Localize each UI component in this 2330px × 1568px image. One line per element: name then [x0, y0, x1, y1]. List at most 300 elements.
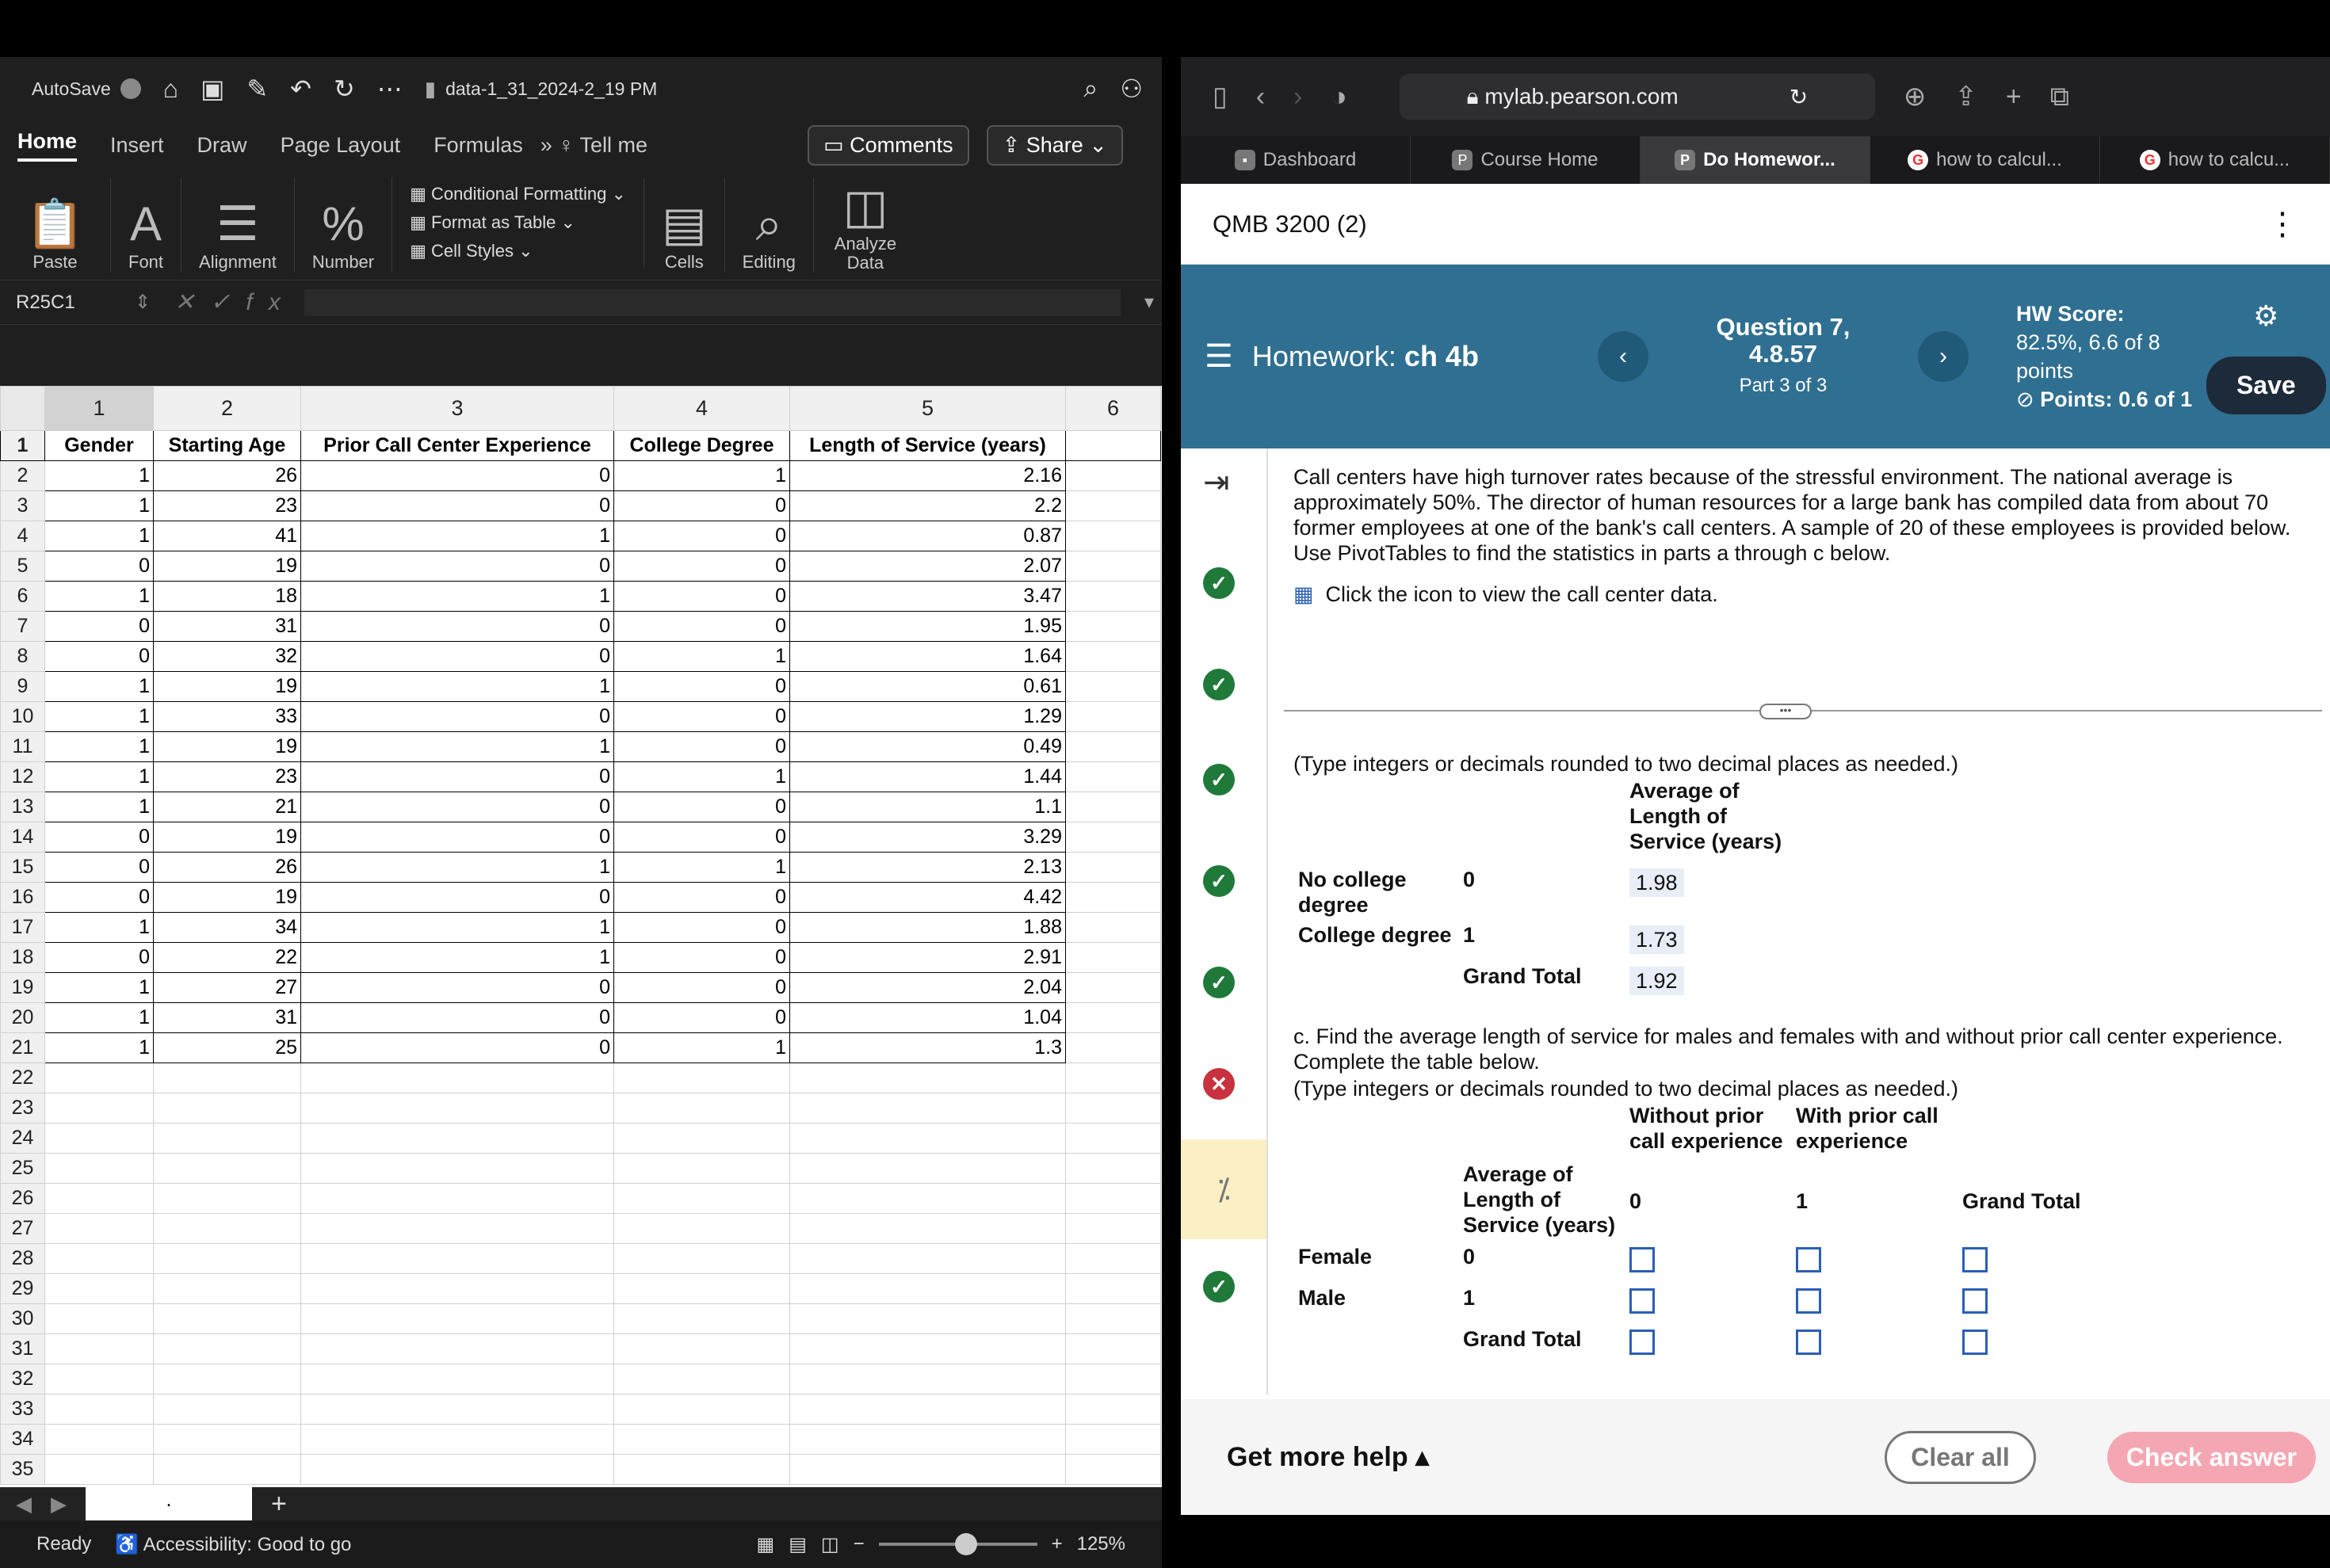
- cell[interactable]: [45, 1063, 154, 1093]
- analyze-data-group[interactable]: [814, 177, 917, 273]
- redo-icon[interactable]: ↻: [333, 74, 355, 103]
- cell[interactable]: [1066, 913, 1161, 943]
- row-header[interactable]: 15: [1, 853, 45, 883]
- cell[interactable]: [614, 1394, 790, 1425]
- column-header[interactable]: 1: [45, 387, 154, 431]
- cell[interactable]: Prior Call Center Experience: [301, 431, 614, 461]
- cell[interactable]: [1066, 491, 1161, 521]
- cell[interactable]: 1.3: [790, 1033, 1066, 1063]
- get-more-help-button[interactable]: Get more help ▴: [1227, 1442, 1430, 1472]
- cell[interactable]: 18: [154, 582, 301, 612]
- row-header[interactable]: 29: [1, 1274, 45, 1304]
- cell[interactable]: 2.07: [790, 551, 1066, 582]
- cell[interactable]: [790, 1274, 1066, 1304]
- cell[interactable]: [1066, 431, 1161, 461]
- answer-input-female-without[interactable]: [1629, 1247, 1655, 1272]
- paste-group[interactable]: [0, 177, 111, 273]
- cell[interactable]: [45, 1214, 154, 1244]
- cell[interactable]: [45, 1425, 154, 1455]
- cell[interactable]: [1066, 1184, 1161, 1214]
- name-box-stepper-icon[interactable]: ⇕: [135, 292, 151, 313]
- cell[interactable]: 0: [301, 792, 614, 822]
- cell[interactable]: [154, 1214, 301, 1244]
- cell[interactable]: 0: [45, 612, 154, 642]
- cell[interactable]: 0: [45, 883, 154, 913]
- cell[interactable]: 0: [614, 491, 790, 521]
- filename[interactable]: data-1_31_2024-2_19 PM: [445, 78, 658, 99]
- row-header[interactable]: 30: [1, 1304, 45, 1334]
- cell[interactable]: 0: [614, 732, 790, 762]
- conditional-formatting-button[interactable]: ▦ Conditional Formatting ⌄: [410, 184, 626, 204]
- answer-input-male-with[interactable]: [1796, 1288, 1821, 1314]
- answer-input-total-total[interactable]: [1962, 1330, 1988, 1355]
- row-header[interactable]: 22: [1, 1063, 45, 1093]
- cell[interactable]: 1: [301, 582, 614, 612]
- cell[interactable]: [1066, 672, 1161, 702]
- cell[interactable]: [301, 1214, 614, 1244]
- share-button[interactable]: [987, 125, 1123, 166]
- cell[interactable]: 0: [301, 642, 614, 672]
- cell[interactable]: 1.44: [790, 762, 1066, 792]
- browser-tab-course-home[interactable]: [1411, 136, 1641, 184]
- cell[interactable]: [614, 1364, 790, 1394]
- share-page-icon[interactable]: ⇪: [1954, 82, 1977, 112]
- tab-insert[interactable]: Insert: [110, 132, 164, 157]
- spreadsheet-grid[interactable]: [0, 386, 1162, 1487]
- cell[interactable]: [790, 1364, 1066, 1394]
- row-header[interactable]: 28: [1, 1244, 45, 1274]
- collapse-arrow-icon[interactable]: ⇥: [1203, 465, 1230, 500]
- cell[interactable]: 1: [614, 762, 790, 792]
- cell[interactable]: 0: [45, 853, 154, 883]
- row-header[interactable]: 6: [1, 582, 45, 612]
- cell[interactable]: [1066, 461, 1161, 491]
- row-header[interactable]: 31: [1, 1334, 45, 1364]
- zoom-out-icon[interactable]: −: [853, 1533, 865, 1555]
- cell[interactable]: [154, 1425, 301, 1455]
- accessibility-status[interactable]: [115, 1533, 351, 1556]
- row-header[interactable]: 19: [1, 973, 45, 1003]
- tab-draw[interactable]: Draw: [197, 132, 247, 157]
- cell[interactable]: [301, 1093, 614, 1124]
- cell[interactable]: [1066, 702, 1161, 732]
- cell[interactable]: [1066, 792, 1161, 822]
- cell[interactable]: [154, 1304, 301, 1334]
- row-header[interactable]: 11: [1, 732, 45, 762]
- cell[interactable]: [790, 1214, 1066, 1244]
- cell[interactable]: 22: [154, 943, 301, 973]
- cell[interactable]: [301, 1063, 614, 1093]
- answer-input-total-with[interactable]: [1796, 1330, 1821, 1355]
- sheet-nav-right-icon[interactable]: ▶: [51, 1491, 67, 1516]
- check-answer-button[interactable]: Check answer: [2107, 1432, 2316, 1483]
- normal-view-icon[interactable]: ▦: [756, 1533, 775, 1555]
- add-sheet-icon[interactable]: +: [271, 1488, 287, 1519]
- save-button[interactable]: Save: [2206, 357, 2326, 414]
- answer-input-male-without[interactable]: [1629, 1288, 1655, 1314]
- download-icon[interactable]: ⊕: [1903, 82, 1927, 112]
- cell[interactable]: [614, 1124, 790, 1154]
- cell[interactable]: 1: [614, 1033, 790, 1063]
- zoom-slider[interactable]: [879, 1543, 1037, 1546]
- prev-question-button[interactable]: ‹: [1598, 331, 1648, 382]
- cell[interactable]: Gender: [45, 431, 154, 461]
- cell[interactable]: 0: [614, 612, 790, 642]
- cell[interactable]: [790, 1455, 1066, 1485]
- cell[interactable]: 0.87: [790, 521, 1066, 551]
- cell[interactable]: [1066, 1364, 1161, 1394]
- forward-icon[interactable]: ›: [1293, 81, 1303, 112]
- row-header[interactable]: 14: [1, 822, 45, 853]
- cell[interactable]: 0: [614, 702, 790, 732]
- cell[interactable]: [1066, 1274, 1161, 1304]
- save-icon[interactable]: ▣: [201, 74, 225, 103]
- cell[interactable]: 31: [154, 1003, 301, 1033]
- cell[interactable]: 1: [45, 1003, 154, 1033]
- row-header[interactable]: 12: [1, 762, 45, 792]
- row-header[interactable]: 33: [1, 1394, 45, 1425]
- cell[interactable]: [1066, 1093, 1161, 1124]
- cell[interactable]: [1066, 822, 1161, 853]
- home-icon[interactable]: ⌂: [162, 74, 179, 103]
- cell[interactable]: [1066, 642, 1161, 672]
- browser-tab-google-2[interactable]: [2100, 136, 2330, 184]
- cell[interactable]: [614, 1425, 790, 1455]
- formula-input[interactable]: [304, 289, 1121, 316]
- cell[interactable]: 1: [301, 521, 614, 551]
- cell[interactable]: [614, 1093, 790, 1124]
- cell[interactable]: [790, 1425, 1066, 1455]
- cell[interactable]: 19: [154, 822, 301, 853]
- sheet-nav-left-icon[interactable]: ◀: [16, 1491, 32, 1516]
- cell[interactable]: 0: [45, 822, 154, 853]
- hamburger-icon[interactable]: ☰: [1205, 339, 1233, 374]
- page-layout-view-icon[interactable]: ▤: [789, 1533, 807, 1555]
- cell[interactable]: [614, 1304, 790, 1334]
- font-group[interactable]: [111, 177, 181, 273]
- undo-icon[interactable]: ↶: [290, 74, 311, 103]
- row-header[interactable]: 2: [1, 461, 45, 491]
- row-header[interactable]: 4: [1, 521, 45, 551]
- cell[interactable]: [154, 1364, 301, 1394]
- cell[interactable]: 19: [154, 551, 301, 582]
- cell[interactable]: [1066, 1334, 1161, 1364]
- cell[interactable]: 1: [45, 792, 154, 822]
- save-as-icon[interactable]: ✎: [246, 74, 269, 103]
- cell[interactable]: 1.29: [790, 702, 1066, 732]
- cell[interactable]: [154, 1244, 301, 1274]
- cell[interactable]: [790, 1124, 1066, 1154]
- tab-overview-icon[interactable]: ⧉: [2049, 81, 2070, 112]
- tab-page-layout[interactable]: Page Layout: [280, 132, 401, 157]
- cell[interactable]: Length of Service (years): [790, 431, 1066, 461]
- cell[interactable]: 4.42: [790, 883, 1066, 913]
- sheet-tab[interactable]: .: [86, 1487, 252, 1520]
- cell[interactable]: [1066, 1425, 1161, 1455]
- expand-formula-icon[interactable]: ▾: [1144, 292, 1154, 313]
- cell[interactable]: [1066, 1394, 1161, 1425]
- row-header[interactable]: 21: [1, 1033, 45, 1063]
- cell[interactable]: 0: [614, 551, 790, 582]
- cell[interactable]: 0: [614, 521, 790, 551]
- cell[interactable]: [301, 1124, 614, 1154]
- new-tab-icon[interactable]: +: [2005, 81, 2022, 112]
- cell[interactable]: 0: [614, 822, 790, 853]
- next-question-button[interactable]: ›: [1918, 331, 1969, 382]
- cell[interactable]: [790, 1394, 1066, 1425]
- cell[interactable]: [45, 1334, 154, 1364]
- cell[interactable]: [1066, 853, 1161, 883]
- cell[interactable]: 0: [301, 461, 614, 491]
- cell[interactable]: 1: [45, 732, 154, 762]
- cell[interactable]: [45, 1184, 154, 1214]
- row-header[interactable]: 25: [1, 1154, 45, 1184]
- cell[interactable]: 1: [301, 913, 614, 943]
- cell[interactable]: [790, 1334, 1066, 1364]
- cell[interactable]: Starting Age: [154, 431, 301, 461]
- cell[interactable]: [614, 1184, 790, 1214]
- cell-styles-button[interactable]: ▦ Cell Styles ⌄: [410, 241, 533, 261]
- cell[interactable]: [1066, 1154, 1161, 1184]
- cell[interactable]: 0: [301, 491, 614, 521]
- autosave-toggle[interactable]: [120, 78, 141, 99]
- cell[interactable]: [154, 1093, 301, 1124]
- number-group[interactable]: [295, 177, 392, 273]
- row-header[interactable]: 5: [1, 551, 45, 582]
- cell[interactable]: 2.16: [790, 461, 1066, 491]
- cell[interactable]: 0: [45, 642, 154, 672]
- cell[interactable]: [154, 1455, 301, 1485]
- cell[interactable]: [154, 1184, 301, 1214]
- row-header[interactable]: 8: [1, 642, 45, 672]
- column-header[interactable]: 4: [614, 387, 790, 431]
- cell[interactable]: 0: [614, 883, 790, 913]
- cell[interactable]: 1: [45, 582, 154, 612]
- cell[interactable]: [301, 1364, 614, 1394]
- cell[interactable]: [1066, 1063, 1161, 1093]
- cell[interactable]: 1: [614, 853, 790, 883]
- cell[interactable]: 1: [614, 461, 790, 491]
- cell[interactable]: 1: [301, 943, 614, 973]
- editing-group[interactable]: [725, 177, 814, 273]
- cell[interactable]: 19: [154, 672, 301, 702]
- cell[interactable]: [1066, 1124, 1161, 1154]
- cell[interactable]: 1: [301, 853, 614, 883]
- cell[interactable]: 1: [45, 672, 154, 702]
- back-icon[interactable]: ‹: [1255, 81, 1266, 112]
- cell[interactable]: 1: [614, 642, 790, 672]
- reload-icon[interactable]: ↻: [1789, 84, 1809, 109]
- row-header[interactable]: 3: [1, 491, 45, 521]
- cell[interactable]: 0: [301, 762, 614, 792]
- cell[interactable]: [301, 1154, 614, 1184]
- cell[interactable]: [45, 1304, 154, 1334]
- answer-input-female-total[interactable]: [1962, 1247, 1988, 1272]
- cell[interactable]: 1: [45, 521, 154, 551]
- cell[interactable]: [790, 1063, 1066, 1093]
- browser-tab-dashboard[interactable]: [1181, 136, 1411, 184]
- column-header[interactable]: 6: [1066, 387, 1161, 431]
- cell[interactable]: 1.1: [790, 792, 1066, 822]
- cell[interactable]: [1066, 551, 1161, 582]
- format-as-table-button[interactable]: ▦ Format as Table ⌄: [410, 212, 575, 232]
- cell[interactable]: 0: [301, 551, 614, 582]
- cell[interactable]: 27: [154, 973, 301, 1003]
- cell[interactable]: 33: [154, 702, 301, 732]
- cell[interactable]: 0: [301, 1003, 614, 1033]
- cell[interactable]: [614, 1244, 790, 1274]
- cell[interactable]: [154, 1063, 301, 1093]
- cell[interactable]: 1: [45, 762, 154, 792]
- select-all-corner[interactable]: [1, 387, 45, 431]
- comments-button[interactable]: [808, 125, 969, 166]
- cell[interactable]: 0: [301, 822, 614, 853]
- row-header[interactable]: 24: [1, 1124, 45, 1154]
- cell[interactable]: [614, 1274, 790, 1304]
- tell-me[interactable]: [540, 133, 647, 158]
- cell[interactable]: [45, 1124, 154, 1154]
- cell[interactable]: 2.04: [790, 973, 1066, 1003]
- address-bar[interactable]: [1400, 74, 1875, 120]
- cell[interactable]: [45, 1455, 154, 1485]
- sidebar-icon[interactable]: ▯: [1213, 82, 1228, 112]
- cell[interactable]: [1066, 1244, 1161, 1274]
- cell[interactable]: 0: [614, 792, 790, 822]
- cell[interactable]: [45, 1394, 154, 1425]
- alignment-group[interactable]: [181, 177, 295, 273]
- expand-dots-button[interactable]: •••: [1759, 704, 1812, 719]
- cell[interactable]: 0.61: [790, 672, 1066, 702]
- cell[interactable]: [1066, 883, 1161, 913]
- cell[interactable]: 3.29: [790, 822, 1066, 853]
- zoom-in-icon[interactable]: +: [1051, 1533, 1063, 1555]
- cell[interactable]: [301, 1184, 614, 1214]
- cell[interactable]: 1.88: [790, 913, 1066, 943]
- cell[interactable]: [1066, 582, 1161, 612]
- cell[interactable]: 1: [45, 461, 154, 491]
- cell[interactable]: [301, 1274, 614, 1304]
- column-header[interactable]: 3: [301, 387, 614, 431]
- row-header[interactable]: 17: [1, 913, 45, 943]
- cell[interactable]: [614, 1214, 790, 1244]
- cell[interactable]: [154, 1334, 301, 1364]
- row-header[interactable]: 13: [1, 792, 45, 822]
- name-box[interactable]: R25C1: [16, 291, 75, 313]
- cell[interactable]: [154, 1394, 301, 1425]
- cell[interactable]: [154, 1154, 301, 1184]
- cell[interactable]: 2.2: [790, 491, 1066, 521]
- cell[interactable]: [614, 1154, 790, 1184]
- sheet-table[interactable]: [0, 386, 1161, 1485]
- cell[interactable]: [45, 1364, 154, 1394]
- cell[interactable]: [45, 1244, 154, 1274]
- cell[interactable]: [154, 1274, 301, 1304]
- cell[interactable]: [790, 1184, 1066, 1214]
- cell[interactable]: 23: [154, 491, 301, 521]
- column-header[interactable]: 2: [154, 387, 301, 431]
- cell[interactable]: [1066, 1455, 1161, 1485]
- shield-icon[interactable]: ◑: [1331, 81, 1347, 112]
- row-header[interactable]: 34: [1, 1425, 45, 1455]
- cell[interactable]: 0: [614, 582, 790, 612]
- people-icon[interactable]: ⚇: [1120, 74, 1143, 103]
- cell[interactable]: 0: [614, 973, 790, 1003]
- cell[interactable]: [790, 1244, 1066, 1274]
- cell[interactable]: 19: [154, 883, 301, 913]
- cell[interactable]: 32: [154, 642, 301, 672]
- cell[interactable]: 0.49: [790, 732, 1066, 762]
- column-header[interactable]: 5: [790, 387, 1066, 431]
- row-header[interactable]: 20: [1, 1003, 45, 1033]
- cell[interactable]: 0: [614, 1003, 790, 1033]
- cell[interactable]: [1066, 973, 1161, 1003]
- cell[interactable]: 0: [301, 1033, 614, 1063]
- cell[interactable]: 41: [154, 521, 301, 551]
- row-header[interactable]: 27: [1, 1214, 45, 1244]
- row-header[interactable]: 7: [1, 612, 45, 642]
- browser-tab-google-1[interactable]: [1870, 136, 2100, 184]
- cell[interactable]: 0: [301, 702, 614, 732]
- cell[interactable]: 0: [301, 883, 614, 913]
- row-header[interactable]: 16: [1, 883, 45, 913]
- cell[interactable]: 1: [301, 672, 614, 702]
- cell[interactable]: [45, 1274, 154, 1304]
- cell[interactable]: 1: [45, 491, 154, 521]
- row-header[interactable]: 10: [1, 702, 45, 732]
- cell[interactable]: 1: [45, 1033, 154, 1063]
- row-header[interactable]: 32: [1, 1364, 45, 1394]
- cell[interactable]: 0: [614, 672, 790, 702]
- cell[interactable]: [790, 1154, 1066, 1184]
- cell[interactable]: 0: [45, 551, 154, 582]
- cell[interactable]: 0: [301, 612, 614, 642]
- page-break-view-icon[interactable]: ◫: [820, 1533, 839, 1555]
- cell[interactable]: 2.91: [790, 943, 1066, 973]
- cell[interactable]: 1: [45, 702, 154, 732]
- cells-group[interactable]: [644, 177, 725, 273]
- cell[interactable]: [790, 1093, 1066, 1124]
- cell[interactable]: [45, 1093, 154, 1124]
- cell[interactable]: [154, 1124, 301, 1154]
- cell[interactable]: [301, 1334, 614, 1364]
- tab-formulas[interactable]: Formulas: [434, 132, 523, 157]
- cell[interactable]: [301, 1394, 614, 1425]
- kebab-menu-icon[interactable]: ⋮: [2267, 206, 2298, 242]
- cell[interactable]: [1066, 1214, 1161, 1244]
- more-icon[interactable]: ⋯: [376, 74, 403, 103]
- cell[interactable]: 1.04: [790, 1003, 1066, 1033]
- cell[interactable]: 26: [154, 461, 301, 491]
- row-header[interactable]: 35: [1, 1455, 45, 1485]
- answer-input-male-total[interactable]: [1962, 1288, 1988, 1314]
- cell[interactable]: [1066, 943, 1161, 973]
- cell[interactable]: [301, 1455, 614, 1485]
- cell[interactable]: 31: [154, 612, 301, 642]
- cell[interactable]: [1066, 612, 1161, 642]
- cell[interactable]: [614, 1334, 790, 1364]
- cell[interactable]: [301, 1244, 614, 1274]
- row-header[interactable]: 9: [1, 672, 45, 702]
- cell[interactable]: 2.13: [790, 853, 1066, 883]
- tab-home[interactable]: Home: [17, 129, 77, 162]
- cell[interactable]: 0: [614, 943, 790, 973]
- cell[interactable]: [1066, 1033, 1161, 1063]
- cell[interactable]: 1: [45, 973, 154, 1003]
- cell[interactable]: [301, 1304, 614, 1334]
- cell[interactable]: [614, 1063, 790, 1093]
- cell[interactable]: 23: [154, 762, 301, 792]
- cell[interactable]: [790, 1304, 1066, 1334]
